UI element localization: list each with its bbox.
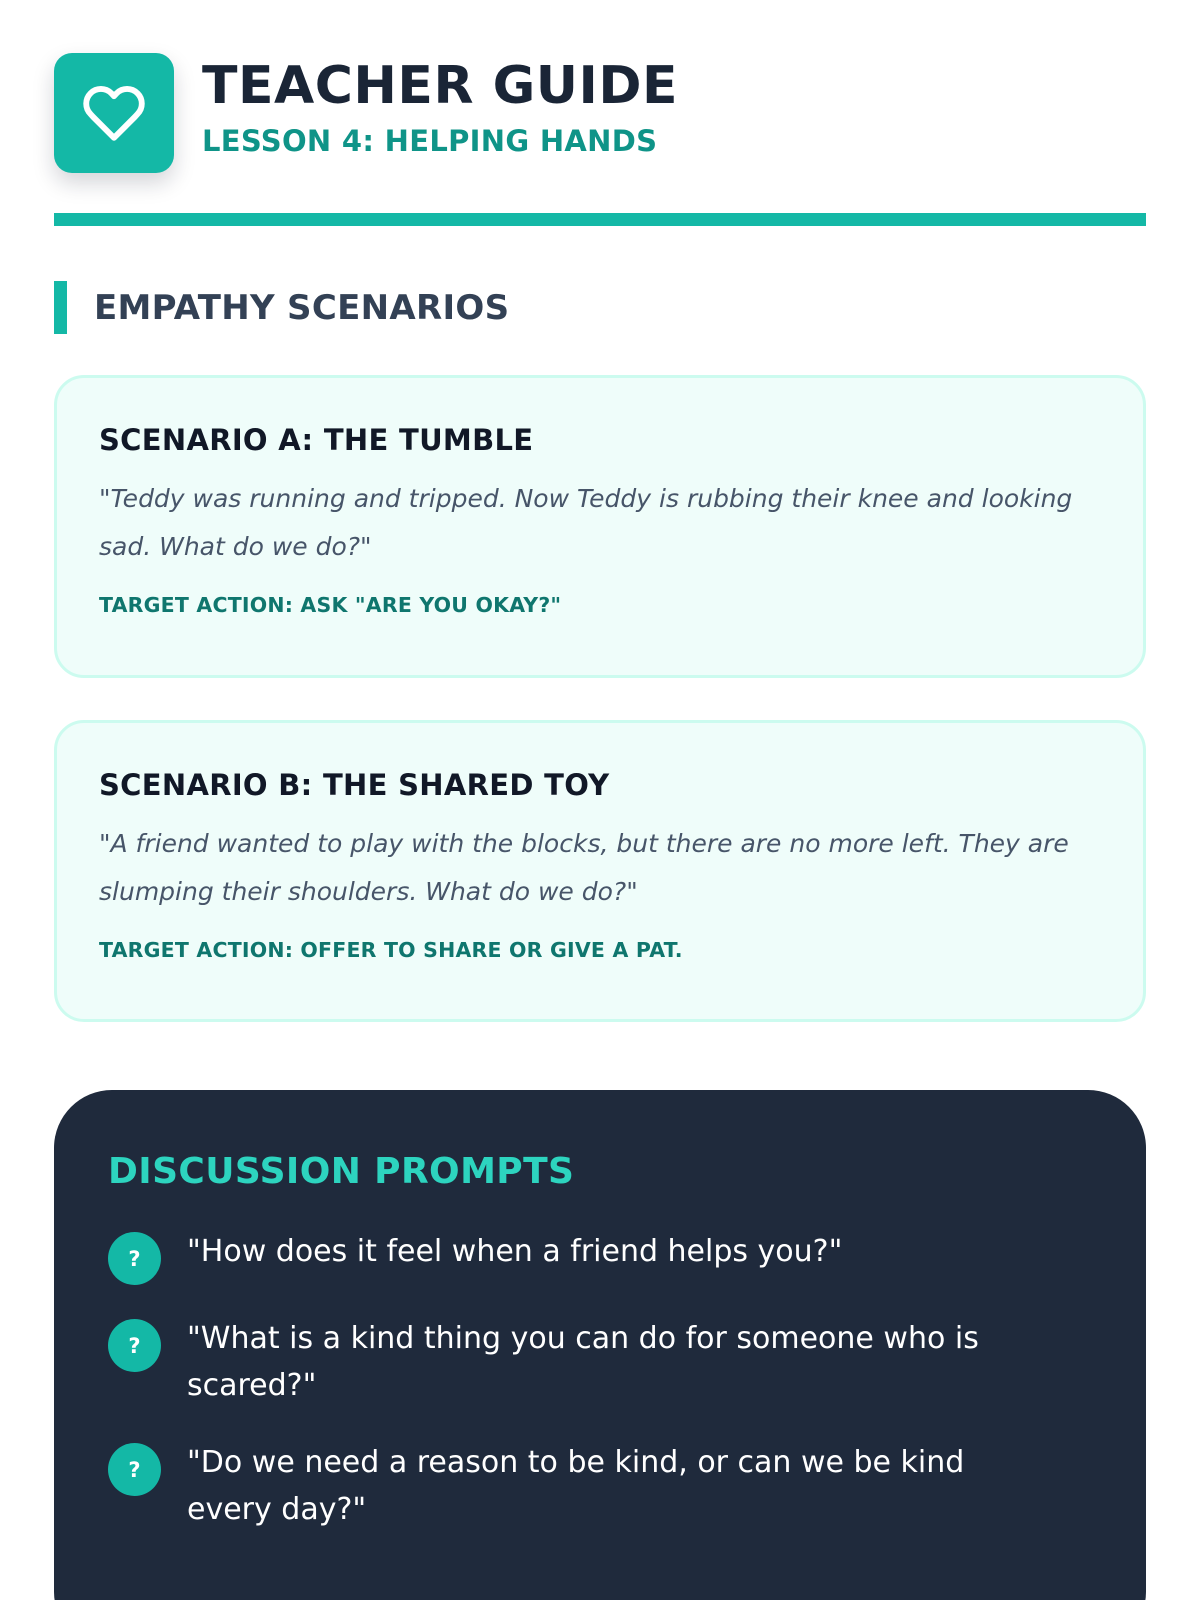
- prompt-item: [108, 1315, 1092, 1409]
- heart-icon: [82, 81, 146, 145]
- question-mark-icon: ?: [108, 1319, 161, 1372]
- guide-header: [54, 53, 1146, 173]
- scenario-card: [54, 720, 1146, 1022]
- header-text: [202, 57, 678, 159]
- discussion-title: DISCUSSION PROMPTS: [108, 1151, 575, 1192]
- prompt-list: [108, 1228, 1092, 1533]
- target-action: TARGET ACTION: OFFER TO SHARE OR GIVE A PAT.: [99, 938, 683, 962]
- question-mark-icon: ?: [108, 1232, 161, 1285]
- scenario-title: SCENARIO B: THE SHARED TOY: [99, 768, 610, 802]
- prompt-item: [108, 1439, 1092, 1533]
- prompt-text: "What is a kind thing you can do for someone who is scared?": [187, 1321, 979, 1403]
- target-action: TARGET ACTION: ASK "ARE YOU OKAY?": [99, 593, 562, 617]
- header-divider: [54, 213, 1146, 226]
- question-mark-icon: ?: [108, 1443, 161, 1496]
- lesson-logo: [54, 53, 174, 173]
- scenario-card: [54, 375, 1146, 678]
- lesson-subtitle: LESSON 4: HELPING HANDS: [202, 124, 658, 158]
- page-title: TEACHER GUIDE: [202, 56, 679, 116]
- scenario-title: SCENARIO A: THE TUMBLE: [99, 423, 534, 457]
- scenario-quote: "A friend wanted to play with the blocks, but there are no more left. They are slumping their shoulders. What do we do?": [99, 829, 1069, 906]
- section-heading: [54, 281, 509, 334]
- prompt-text: "How does it feel when a friend helps you?": [187, 1234, 843, 1269]
- section-title: EMPATHY SCENARIOS: [94, 287, 510, 328]
- scenario-quote: "Teddy was running and tripped. Now Teddy is rubbing their knee and looking sad. What do we do?": [99, 484, 1073, 561]
- prompt-text: "Do we need a reason to be kind, or can we be kind every day?": [187, 1445, 965, 1527]
- section-accent-bar: [54, 281, 67, 334]
- discussion-panel: [54, 1090, 1146, 1600]
- prompt-item: [108, 1228, 1092, 1285]
